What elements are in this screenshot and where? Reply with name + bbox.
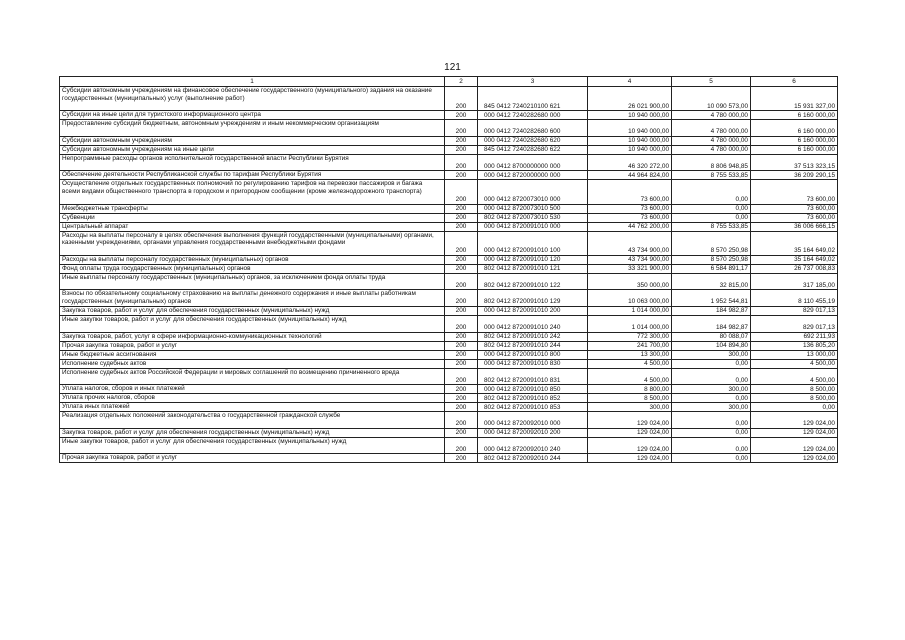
row-code-cell: 200 — [445, 306, 478, 315]
row-executed-cell: 80 088,07 — [672, 332, 751, 341]
row-planned-cell: 44 964 824,00 — [588, 171, 672, 180]
row-planned-cell: 129 024,00 — [588, 437, 672, 454]
row-planned-cell: 73 600,00 — [588, 213, 672, 222]
row-planned-cell: 43 734 900,00 — [588, 231, 672, 255]
table-row — [60, 273, 838, 290]
row-remaining-cell: 6 160 000,00 — [751, 136, 838, 145]
row-remaining-cell: 4 500,00 — [751, 359, 838, 368]
row-executed-cell: 4 780 000,00 — [672, 145, 751, 154]
row-code-cell: 200 — [445, 255, 478, 264]
row-code-cell: 200 — [445, 290, 478, 307]
row-remaining-cell: 13 000,00 — [751, 350, 838, 359]
table-row — [60, 394, 838, 403]
row-classification-cell: 000 0412 7240282680 600 — [478, 120, 588, 137]
row-remaining-cell: 26 737 008,83 — [751, 264, 838, 273]
row-executed-cell: 104 894,80 — [672, 341, 751, 350]
row-executed-cell: 0,00 — [672, 394, 751, 403]
row-name-cell: Реализация отдельных положений законодательства о государственной гражданской службе — [60, 412, 445, 429]
table-row — [60, 332, 838, 341]
table-row — [60, 87, 838, 111]
row-classification-cell: 802 0412 8720091010 129 — [478, 290, 588, 307]
row-name-cell: Прочая закупка товаров, работ и услуг — [60, 341, 445, 350]
row-classification-cell: 802 0412 8720091010 831 — [478, 368, 588, 385]
row-planned-cell: 10 063 000,00 — [588, 290, 672, 307]
row-planned-cell: 350 000,00 — [588, 273, 672, 290]
row-classification-cell: 802 0412 8720091010 852 — [478, 394, 588, 403]
row-classification-cell: 000 0412 8720092010 000 — [478, 412, 588, 429]
row-planned-cell: 1 014 000,00 — [588, 315, 672, 332]
row-executed-cell: 0,00 — [672, 359, 751, 368]
table-row — [60, 180, 838, 204]
row-remaining-cell: 73 600,00 — [751, 180, 838, 204]
row-code-cell: 200 — [445, 204, 478, 213]
table-row — [60, 290, 838, 307]
table-row — [60, 255, 838, 264]
row-name-cell: Субсидии автономным учреждениям на иные цели — [60, 145, 445, 154]
row-classification-cell: 000 0412 8720091010 850 — [478, 385, 588, 394]
column-header-name: 1 — [60, 77, 445, 87]
row-classification-cell: 802 0412 8720091010 121 — [478, 264, 588, 273]
row-classification-cell: 000 0412 7240282680 620 — [478, 136, 588, 145]
row-classification-cell: 000 0412 8720092010 200 — [478, 428, 588, 437]
row-classification-cell: 000 0412 8720091010 120 — [478, 255, 588, 264]
row-planned-cell: 129 024,00 — [588, 428, 672, 437]
row-remaining-cell: 73 600,00 — [751, 213, 838, 222]
row-name-cell: Расходы на выплаты персоналу государственных (муниципальных) органов — [60, 255, 445, 264]
row-name-cell: Закупка товаров, работ, услуг в сфере информационно-коммуникационных технологий — [60, 332, 445, 341]
row-remaining-cell: 35 164 649,02 — [751, 231, 838, 255]
row-code-cell: 200 — [445, 332, 478, 341]
row-remaining-cell: 129 024,00 — [751, 412, 838, 429]
row-code-cell: 200 — [445, 213, 478, 222]
row-classification-cell: 845 0412 7240210100 621 — [478, 87, 588, 111]
row-code-cell: 200 — [445, 412, 478, 429]
row-planned-cell: 10 940 000,00 — [588, 111, 672, 120]
row-code-cell: 200 — [445, 341, 478, 350]
row-executed-cell: 0,00 — [672, 428, 751, 437]
row-planned-cell: 10 940 000,00 — [588, 136, 672, 145]
table-row — [60, 412, 838, 429]
row-code-cell: 200 — [445, 136, 478, 145]
row-executed-cell: 4 780 000,00 — [672, 111, 751, 120]
row-name-cell: Фонд оплаты труда государственных (муниципальных) органов — [60, 264, 445, 273]
row-classification-cell: 000 0412 8720091010 200 — [478, 306, 588, 315]
row-classification-cell: 802 0412 8720091010 244 — [478, 341, 588, 350]
row-executed-cell: 8 570 250,98 — [672, 255, 751, 264]
table-row — [60, 315, 838, 332]
budget-execution-table — [59, 76, 838, 463]
row-remaining-cell: 37 513 323,15 — [751, 154, 838, 171]
row-code-cell: 200 — [445, 437, 478, 454]
row-code-cell: 200 — [445, 111, 478, 120]
row-classification-cell: 802 0412 8720092010 244 — [478, 454, 588, 463]
row-planned-cell: 33 321 900,00 — [588, 264, 672, 273]
column-header-planned: 4 — [588, 77, 672, 87]
row-code-cell: 200 — [445, 368, 478, 385]
row-planned-cell: 4 500,00 — [588, 368, 672, 385]
table-row — [60, 428, 838, 437]
row-remaining-cell: 8 110 455,19 — [751, 290, 838, 307]
table-row — [60, 368, 838, 385]
table-row — [60, 454, 838, 463]
table-row — [60, 403, 838, 412]
row-executed-cell: 0,00 — [672, 454, 751, 463]
row-name-cell: Уплата налогов, сборов и иных платежей — [60, 385, 445, 394]
row-planned-cell: 8 800,00 — [588, 385, 672, 394]
row-remaining-cell: 692 211,93 — [751, 332, 838, 341]
table-row — [60, 136, 838, 145]
row-remaining-cell: 73 600,00 — [751, 204, 838, 213]
row-executed-cell: 8 570 250,98 — [672, 231, 751, 255]
table-row — [60, 350, 838, 359]
row-planned-cell: 300,00 — [588, 403, 672, 412]
row-planned-cell: 129 024,00 — [588, 454, 672, 463]
row-executed-cell: 0,00 — [672, 180, 751, 204]
row-planned-cell: 10 940 000,00 — [588, 145, 672, 154]
row-name-cell: Закупка товаров, работ и услуг для обеспечения государственных (муниципальных) нужд — [60, 306, 445, 315]
row-classification-cell: 000 0412 8720091010 240 — [478, 315, 588, 332]
row-classification-cell: 000 0412 8720073010 000 — [478, 180, 588, 204]
row-name-cell: Иные бюджетные ассигнования — [60, 350, 445, 359]
row-remaining-cell: 317 185,00 — [751, 273, 838, 290]
table-row — [60, 437, 838, 454]
table-row — [60, 204, 838, 213]
row-name-cell: Прочая закупка товаров, работ и услуг — [60, 454, 445, 463]
row-planned-cell: 73 600,00 — [588, 180, 672, 204]
row-name-cell: Взносы по обязательному социальному страхованию на выплаты денежного содержания и иные выплаты работникам государственных (муниципальных) органов — [60, 290, 445, 307]
table-row — [60, 359, 838, 368]
row-code-cell: 200 — [445, 222, 478, 231]
row-classification-cell: 802 0412 8720091010 242 — [478, 332, 588, 341]
row-classification-cell: 000 0412 8720092010 240 — [478, 437, 588, 454]
row-remaining-cell: 6 160 000,00 — [751, 111, 838, 120]
row-code-cell: 200 — [445, 231, 478, 255]
row-code-cell: 200 — [445, 315, 478, 332]
row-code-cell: 200 — [445, 350, 478, 359]
row-code-cell: 200 — [445, 273, 478, 290]
row-remaining-cell: 129 024,00 — [751, 428, 838, 437]
row-classification-cell: 802 0412 8720073010 530 — [478, 213, 588, 222]
row-remaining-cell: 129 024,00 — [751, 437, 838, 454]
row-executed-cell: 0,00 — [672, 368, 751, 385]
table-row — [60, 171, 838, 180]
row-code-cell: 200 — [445, 428, 478, 437]
row-executed-cell: 184 982,87 — [672, 315, 751, 332]
row-planned-cell: 43 734 900,00 — [588, 255, 672, 264]
row-name-cell: Субвенции — [60, 213, 445, 222]
row-code-cell: 200 — [445, 120, 478, 137]
row-planned-cell: 73 600,00 — [588, 204, 672, 213]
row-remaining-cell: 829 017,13 — [751, 315, 838, 332]
row-executed-cell: 0,00 — [672, 412, 751, 429]
row-remaining-cell: 35 164 649,02 — [751, 255, 838, 264]
row-code-cell: 200 — [445, 264, 478, 273]
row-remaining-cell: 829 017,13 — [751, 306, 838, 315]
row-classification-cell: 000 0412 7240282680 000 — [478, 111, 588, 120]
row-executed-cell: 184 982,87 — [672, 306, 751, 315]
row-remaining-cell: 6 160 000,00 — [751, 120, 838, 137]
row-name-cell: Предоставление субсидий бюджетным, автономным учреждениям и иным некоммерческим организациям — [60, 120, 445, 137]
row-classification-cell: 845 0412 7240282680 622 — [478, 145, 588, 154]
table-row — [60, 385, 838, 394]
row-planned-cell: 26 021 900,00 — [588, 87, 672, 111]
row-classification-cell: 000 0412 8720091010 000 — [478, 222, 588, 231]
row-executed-cell: 32 815,00 — [672, 273, 751, 290]
table-row — [60, 213, 838, 222]
table-row — [60, 264, 838, 273]
row-planned-cell: 13 300,00 — [588, 350, 672, 359]
table-row — [60, 111, 838, 120]
row-classification-cell: 000 0412 8700000000 000 — [478, 154, 588, 171]
row-name-cell: Уплата прочих налогов, сборов — [60, 394, 445, 403]
page-number: 121 — [444, 62, 461, 73]
row-name-cell: Иные выплаты персоналу государственных (муниципальных) органов, за исключением фонда оплаты труда — [60, 273, 445, 290]
row-code-cell: 200 — [445, 154, 478, 171]
table-row — [60, 306, 838, 315]
row-name-cell: Осуществление отдельных государственных полномочий по регулированию тарифов на перевозки пассажиров и багажа всеми видами общественного транспорта в городском и пригородном сообщении (кроме железнодорожного транспорта) — [60, 180, 445, 204]
row-code-cell: 200 — [445, 87, 478, 111]
column-header-classification: 3 — [478, 77, 588, 87]
row-classification-cell: 000 0412 8720091010 100 — [478, 231, 588, 255]
row-planned-cell: 772 300,00 — [588, 332, 672, 341]
row-executed-cell: 4 780 000,00 — [672, 136, 751, 145]
row-name-cell: Уплата иных платежей — [60, 403, 445, 412]
row-remaining-cell: 15 931 327,00 — [751, 87, 838, 111]
row-remaining-cell: 36 209 290,15 — [751, 171, 838, 180]
row-executed-cell: 6 584 891,17 — [672, 264, 751, 273]
row-name-cell: Непрограммные расходы органов исполнительной государственной власти Республики Бурятия — [60, 154, 445, 171]
row-remaining-cell: 8 500,00 — [751, 385, 838, 394]
row-remaining-cell: 6 160 000,00 — [751, 145, 838, 154]
row-remaining-cell: 8 500,00 — [751, 394, 838, 403]
row-planned-cell: 44 762 200,00 — [588, 222, 672, 231]
row-name-cell: Исполнение судебных актов Российской Федерации и мировых соглашений по возмещению причиненного вреда — [60, 368, 445, 385]
table-body — [60, 87, 838, 463]
row-name-cell: Субсидии автономным учреждениям — [60, 136, 445, 145]
row-executed-cell: 8 806 948,85 — [672, 154, 751, 171]
row-name-cell: Обеспечение деятельности Республиканской службы по тарифам Республики Бурятия — [60, 171, 445, 180]
column-header-remaining: 6 — [751, 77, 838, 87]
row-remaining-cell: 36 006 666,15 — [751, 222, 838, 231]
row-classification-cell: 000 0412 8720091010 800 — [478, 350, 588, 359]
table-row — [60, 222, 838, 231]
row-executed-cell: 10 090 573,00 — [672, 87, 751, 111]
row-name-cell: Иные закупки товаров, работ и услуг для обеспечения государственных (муниципальных) нужд — [60, 315, 445, 332]
row-code-cell: 200 — [445, 454, 478, 463]
row-executed-cell: 0,00 — [672, 437, 751, 454]
column-number-row — [60, 77, 838, 87]
column-header-code: 2 — [445, 77, 478, 87]
row-code-cell: 200 — [445, 145, 478, 154]
row-executed-cell: 0,00 — [672, 204, 751, 213]
row-executed-cell: 300,00 — [672, 385, 751, 394]
row-name-cell: Межбюджетные трансферты — [60, 204, 445, 213]
row-name-cell: Иные закупки товаров, работ и услуг для обеспечения государственных (муниципальных) нужд — [60, 437, 445, 454]
row-code-cell: 200 — [445, 180, 478, 204]
row-name-cell: Исполнение судебных актов — [60, 359, 445, 368]
row-executed-cell: 300,00 — [672, 403, 751, 412]
row-remaining-cell: 129 024,00 — [751, 454, 838, 463]
table-row — [60, 145, 838, 154]
row-planned-cell: 8 500,00 — [588, 394, 672, 403]
row-executed-cell: 0,00 — [672, 213, 751, 222]
row-code-cell: 200 — [445, 359, 478, 368]
row-executed-cell: 1 952 544,81 — [672, 290, 751, 307]
row-executed-cell: 8 755 533,85 — [672, 171, 751, 180]
row-code-cell: 200 — [445, 394, 478, 403]
row-classification-cell: 000 0412 8720073010 500 — [478, 204, 588, 213]
row-code-cell: 200 — [445, 171, 478, 180]
row-name-cell: Субсидии на иные цели для туристского информационного центра — [60, 111, 445, 120]
row-classification-cell: 802 0412 8720091010 122 — [478, 273, 588, 290]
row-name-cell: Центральный аппарат — [60, 222, 445, 231]
row-remaining-cell: 0,00 — [751, 403, 838, 412]
row-classification-cell: 000 0412 8720000000 000 — [478, 171, 588, 180]
row-planned-cell: 46 320 272,00 — [588, 154, 672, 171]
row-name-cell: Закупка товаров, работ и услуг для обеспечения государственных (муниципальных) нужд — [60, 428, 445, 437]
row-name-cell: Расходы на выплаты персоналу в целях обеспечения выполнения функций государственными (муниципальными) органами, казенными учреждениями, органами управления государственными внебюджетными фондами — [60, 231, 445, 255]
row-executed-cell: 4 780 000,00 — [672, 120, 751, 137]
row-remaining-cell: 136 805,20 — [751, 341, 838, 350]
row-planned-cell: 241 700,00 — [588, 341, 672, 350]
row-code-cell: 200 — [445, 403, 478, 412]
row-executed-cell: 8 755 533,85 — [672, 222, 751, 231]
table-row — [60, 231, 838, 255]
row-planned-cell: 4 500,00 — [588, 359, 672, 368]
row-name-cell: Субсидии автономным учреждениям на финансовое обеспечение государственного (муниципального) задания на оказание государственных (муниципальных) услуг (выполнение работ) — [60, 87, 445, 111]
row-planned-cell: 10 940 000,00 — [588, 120, 672, 137]
row-classification-cell: 000 0412 8720091010 830 — [478, 359, 588, 368]
row-classification-cell: 802 0412 8720091010 853 — [478, 403, 588, 412]
row-executed-cell: 300,00 — [672, 350, 751, 359]
table-row — [60, 341, 838, 350]
table-row — [60, 120, 838, 137]
column-header-executed: 5 — [672, 77, 751, 87]
row-planned-cell: 1 014 000,00 — [588, 306, 672, 315]
row-remaining-cell: 4 500,00 — [751, 368, 838, 385]
row-code-cell: 200 — [445, 385, 478, 394]
row-planned-cell: 129 024,00 — [588, 412, 672, 429]
table-row — [60, 154, 838, 171]
